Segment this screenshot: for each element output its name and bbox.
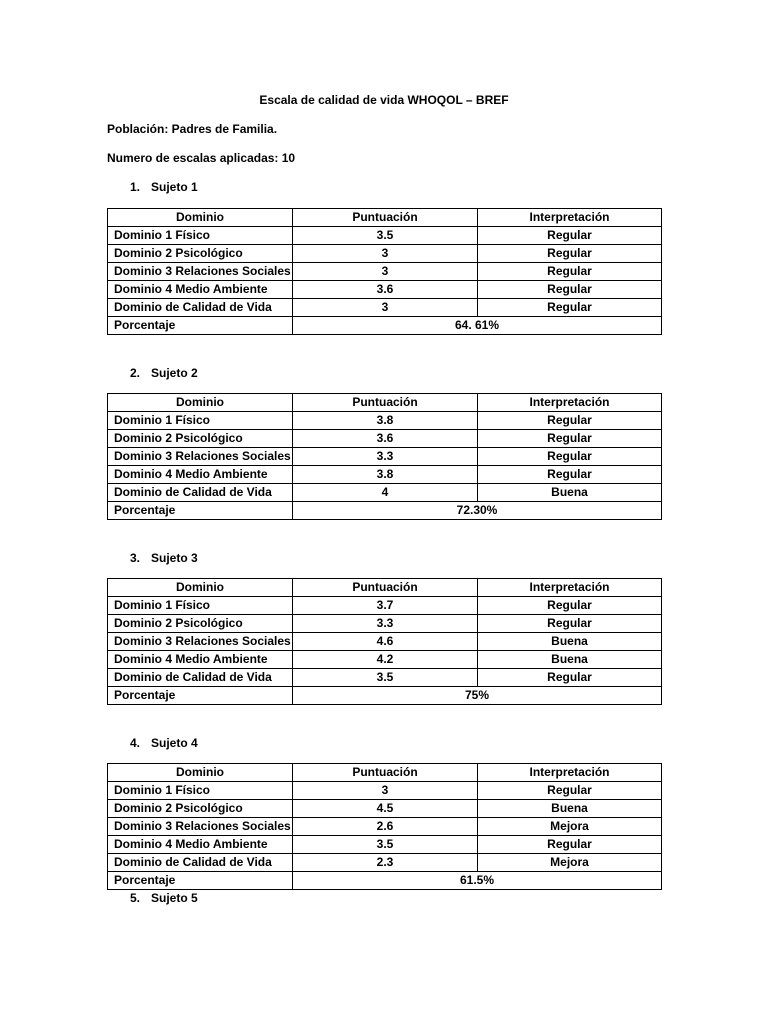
cell-interpretacion: Buena <box>478 651 662 669</box>
cell-puntuacion: 4 <box>293 484 478 502</box>
cell-interpretacion: Mejora <box>478 818 662 836</box>
cell-interpretacion: Regular <box>478 263 662 281</box>
cell-dominio: Dominio 1 Físico <box>108 597 293 615</box>
cell-puntuacion: 2.6 <box>293 818 478 836</box>
table-row <box>108 597 662 615</box>
subject-heading-2 <box>130 366 198 380</box>
cell-dominio: Dominio 4 Medio Ambiente <box>108 651 293 669</box>
subject-heading-1 <box>130 180 198 194</box>
table-row <box>108 263 662 281</box>
subject-number: 2. <box>130 366 141 380</box>
header-dominio: Dominio <box>108 764 293 782</box>
subject-table-1 <box>107 208 662 335</box>
subject-table-2 <box>107 393 662 520</box>
cell-interpretacion: Regular <box>478 782 662 800</box>
cell-dominio: Dominio de Calidad de Vida <box>108 484 293 502</box>
table-row <box>108 281 662 299</box>
cell-puntuacion: 3 <box>293 245 478 263</box>
header-dominio: Dominio <box>108 209 293 227</box>
subject-label: Sujeto 1 <box>151 180 198 194</box>
table-row <box>108 448 662 466</box>
porcentaje-value: 61.5% <box>293 872 662 890</box>
table-row <box>108 669 662 687</box>
table-header-row <box>108 394 662 412</box>
header-puntuacion: Puntuación <box>293 209 478 227</box>
cell-puntuacion: 3.7 <box>293 597 478 615</box>
header-puntuacion: Puntuación <box>293 579 478 597</box>
cell-interpretacion: Regular <box>478 466 662 484</box>
cell-interpretacion: Regular <box>478 281 662 299</box>
cell-puntuacion: 3.5 <box>293 836 478 854</box>
cell-interpretacion: Regular <box>478 299 662 317</box>
header-puntuacion: Puntuación <box>293 394 478 412</box>
subject-number: 4. <box>130 736 141 750</box>
table-row <box>108 466 662 484</box>
header-dominio: Dominio <box>108 394 293 412</box>
cell-dominio: Dominio 3 Relaciones Sociales <box>108 633 293 651</box>
cell-dominio: Dominio 2 Psicológico <box>108 800 293 818</box>
cell-interpretacion: Buena <box>478 484 662 502</box>
cell-puntuacion: 3.8 <box>293 466 478 484</box>
porcentaje-value: 72.30% <box>293 502 662 520</box>
table-row <box>108 412 662 430</box>
cell-puntuacion: 3.6 <box>293 430 478 448</box>
subject-number: 1. <box>130 180 141 194</box>
porcentaje-label: Porcentaje <box>108 687 293 705</box>
cell-interpretacion: Regular <box>478 227 662 245</box>
cell-interpretacion: Regular <box>478 245 662 263</box>
cell-interpretacion: Mejora <box>478 854 662 872</box>
header-dominio: Dominio <box>108 579 293 597</box>
population-line: Población: Padres de Familia. <box>107 122 278 136</box>
table-header-row <box>108 209 662 227</box>
cell-dominio: Dominio 3 Relaciones Sociales <box>108 263 293 281</box>
cell-puntuacion: 3.5 <box>293 227 478 245</box>
cell-dominio: Dominio 4 Medio Ambiente <box>108 836 293 854</box>
porcentaje-value: 64. 61% <box>293 317 662 335</box>
cell-interpretacion: Regular <box>478 430 662 448</box>
subject-table-4 <box>107 763 662 890</box>
cell-puntuacion: 3.5 <box>293 669 478 687</box>
table-row <box>108 227 662 245</box>
subject-label: Sujeto 3 <box>151 551 198 565</box>
table-row <box>108 782 662 800</box>
header-puntuacion: Puntuación <box>293 764 478 782</box>
subject-heading-5 <box>130 891 198 905</box>
table-header-row <box>108 764 662 782</box>
cell-puntuacion: 3 <box>293 782 478 800</box>
header-interpretacion: Interpretación <box>478 394 662 412</box>
header-interpretacion: Interpretación <box>478 764 662 782</box>
porcentaje-row <box>108 872 662 890</box>
table-row <box>108 245 662 263</box>
table-row <box>108 818 662 836</box>
cell-puntuacion: 3.8 <box>293 412 478 430</box>
table-row <box>108 633 662 651</box>
subject-label: Sujeto 2 <box>151 366 198 380</box>
scales-count-line: Numero de escalas aplicadas: 10 <box>107 151 296 165</box>
porcentaje-value: 75% <box>293 687 662 705</box>
subject-number: 3. <box>130 551 141 565</box>
cell-dominio: Dominio de Calidad de Vida <box>108 854 293 872</box>
cell-interpretacion: Buena <box>478 800 662 818</box>
cell-interpretacion: Regular <box>478 412 662 430</box>
porcentaje-row <box>108 687 662 705</box>
cell-puntuacion: 3.3 <box>293 448 478 466</box>
cell-dominio: Dominio 4 Medio Ambiente <box>108 466 293 484</box>
table-row <box>108 854 662 872</box>
porcentaje-label: Porcentaje <box>108 502 293 520</box>
porcentaje-row <box>108 317 662 335</box>
subject-heading-3 <box>130 551 198 565</box>
cell-interpretacion: Regular <box>478 597 662 615</box>
cell-puntuacion: 2.3 <box>293 854 478 872</box>
table-row <box>108 615 662 633</box>
cell-puntuacion: 3 <box>293 299 478 317</box>
cell-dominio: Dominio de Calidad de Vida <box>108 669 293 687</box>
cell-puntuacion: 3.6 <box>293 281 478 299</box>
cell-dominio: Dominio 1 Físico <box>108 227 293 245</box>
document-title: Escala de calidad de vida WHOQOL – BREF <box>259 93 509 107</box>
header-interpretacion: Interpretación <box>478 579 662 597</box>
cell-interpretacion: Regular <box>478 836 662 854</box>
table-row <box>108 430 662 448</box>
cell-puntuacion: 4.6 <box>293 633 478 651</box>
cell-dominio: Dominio 3 Relaciones Sociales <box>108 448 293 466</box>
cell-dominio: Dominio 2 Psicológico <box>108 615 293 633</box>
cell-dominio: Dominio 4 Medio Ambiente <box>108 281 293 299</box>
porcentaje-row <box>108 502 662 520</box>
cell-dominio: Dominio de Calidad de Vida <box>108 299 293 317</box>
header-interpretacion: Interpretación <box>478 209 662 227</box>
cell-puntuacion: 3.3 <box>293 615 478 633</box>
porcentaje-label: Porcentaje <box>108 317 293 335</box>
cell-dominio: Dominio 2 Psicológico <box>108 430 293 448</box>
cell-dominio: Dominio 1 Físico <box>108 412 293 430</box>
table-row <box>108 651 662 669</box>
table-row <box>108 299 662 317</box>
subject-number: 5. <box>130 891 141 905</box>
cell-dominio: Dominio 1 Físico <box>108 782 293 800</box>
cell-interpretacion: Regular <box>478 448 662 466</box>
subject-label: Sujeto 5 <box>151 891 198 905</box>
subject-label: Sujeto 4 <box>151 736 198 750</box>
cell-puntuacion: 4.2 <box>293 651 478 669</box>
table-row <box>108 800 662 818</box>
cell-dominio: Dominio 2 Psicológico <box>108 245 293 263</box>
porcentaje-label: Porcentaje <box>108 872 293 890</box>
table-row <box>108 484 662 502</box>
cell-interpretacion: Regular <box>478 615 662 633</box>
cell-puntuacion: 3 <box>293 263 478 281</box>
table-row <box>108 836 662 854</box>
subject-heading-4 <box>130 736 198 750</box>
cell-dominio: Dominio 3 Relaciones Sociales <box>108 818 293 836</box>
subject-table-3 <box>107 578 662 705</box>
cell-interpretacion: Regular <box>478 669 662 687</box>
cell-interpretacion: Buena <box>478 633 662 651</box>
table-header-row <box>108 579 662 597</box>
cell-puntuacion: 4.5 <box>293 800 478 818</box>
